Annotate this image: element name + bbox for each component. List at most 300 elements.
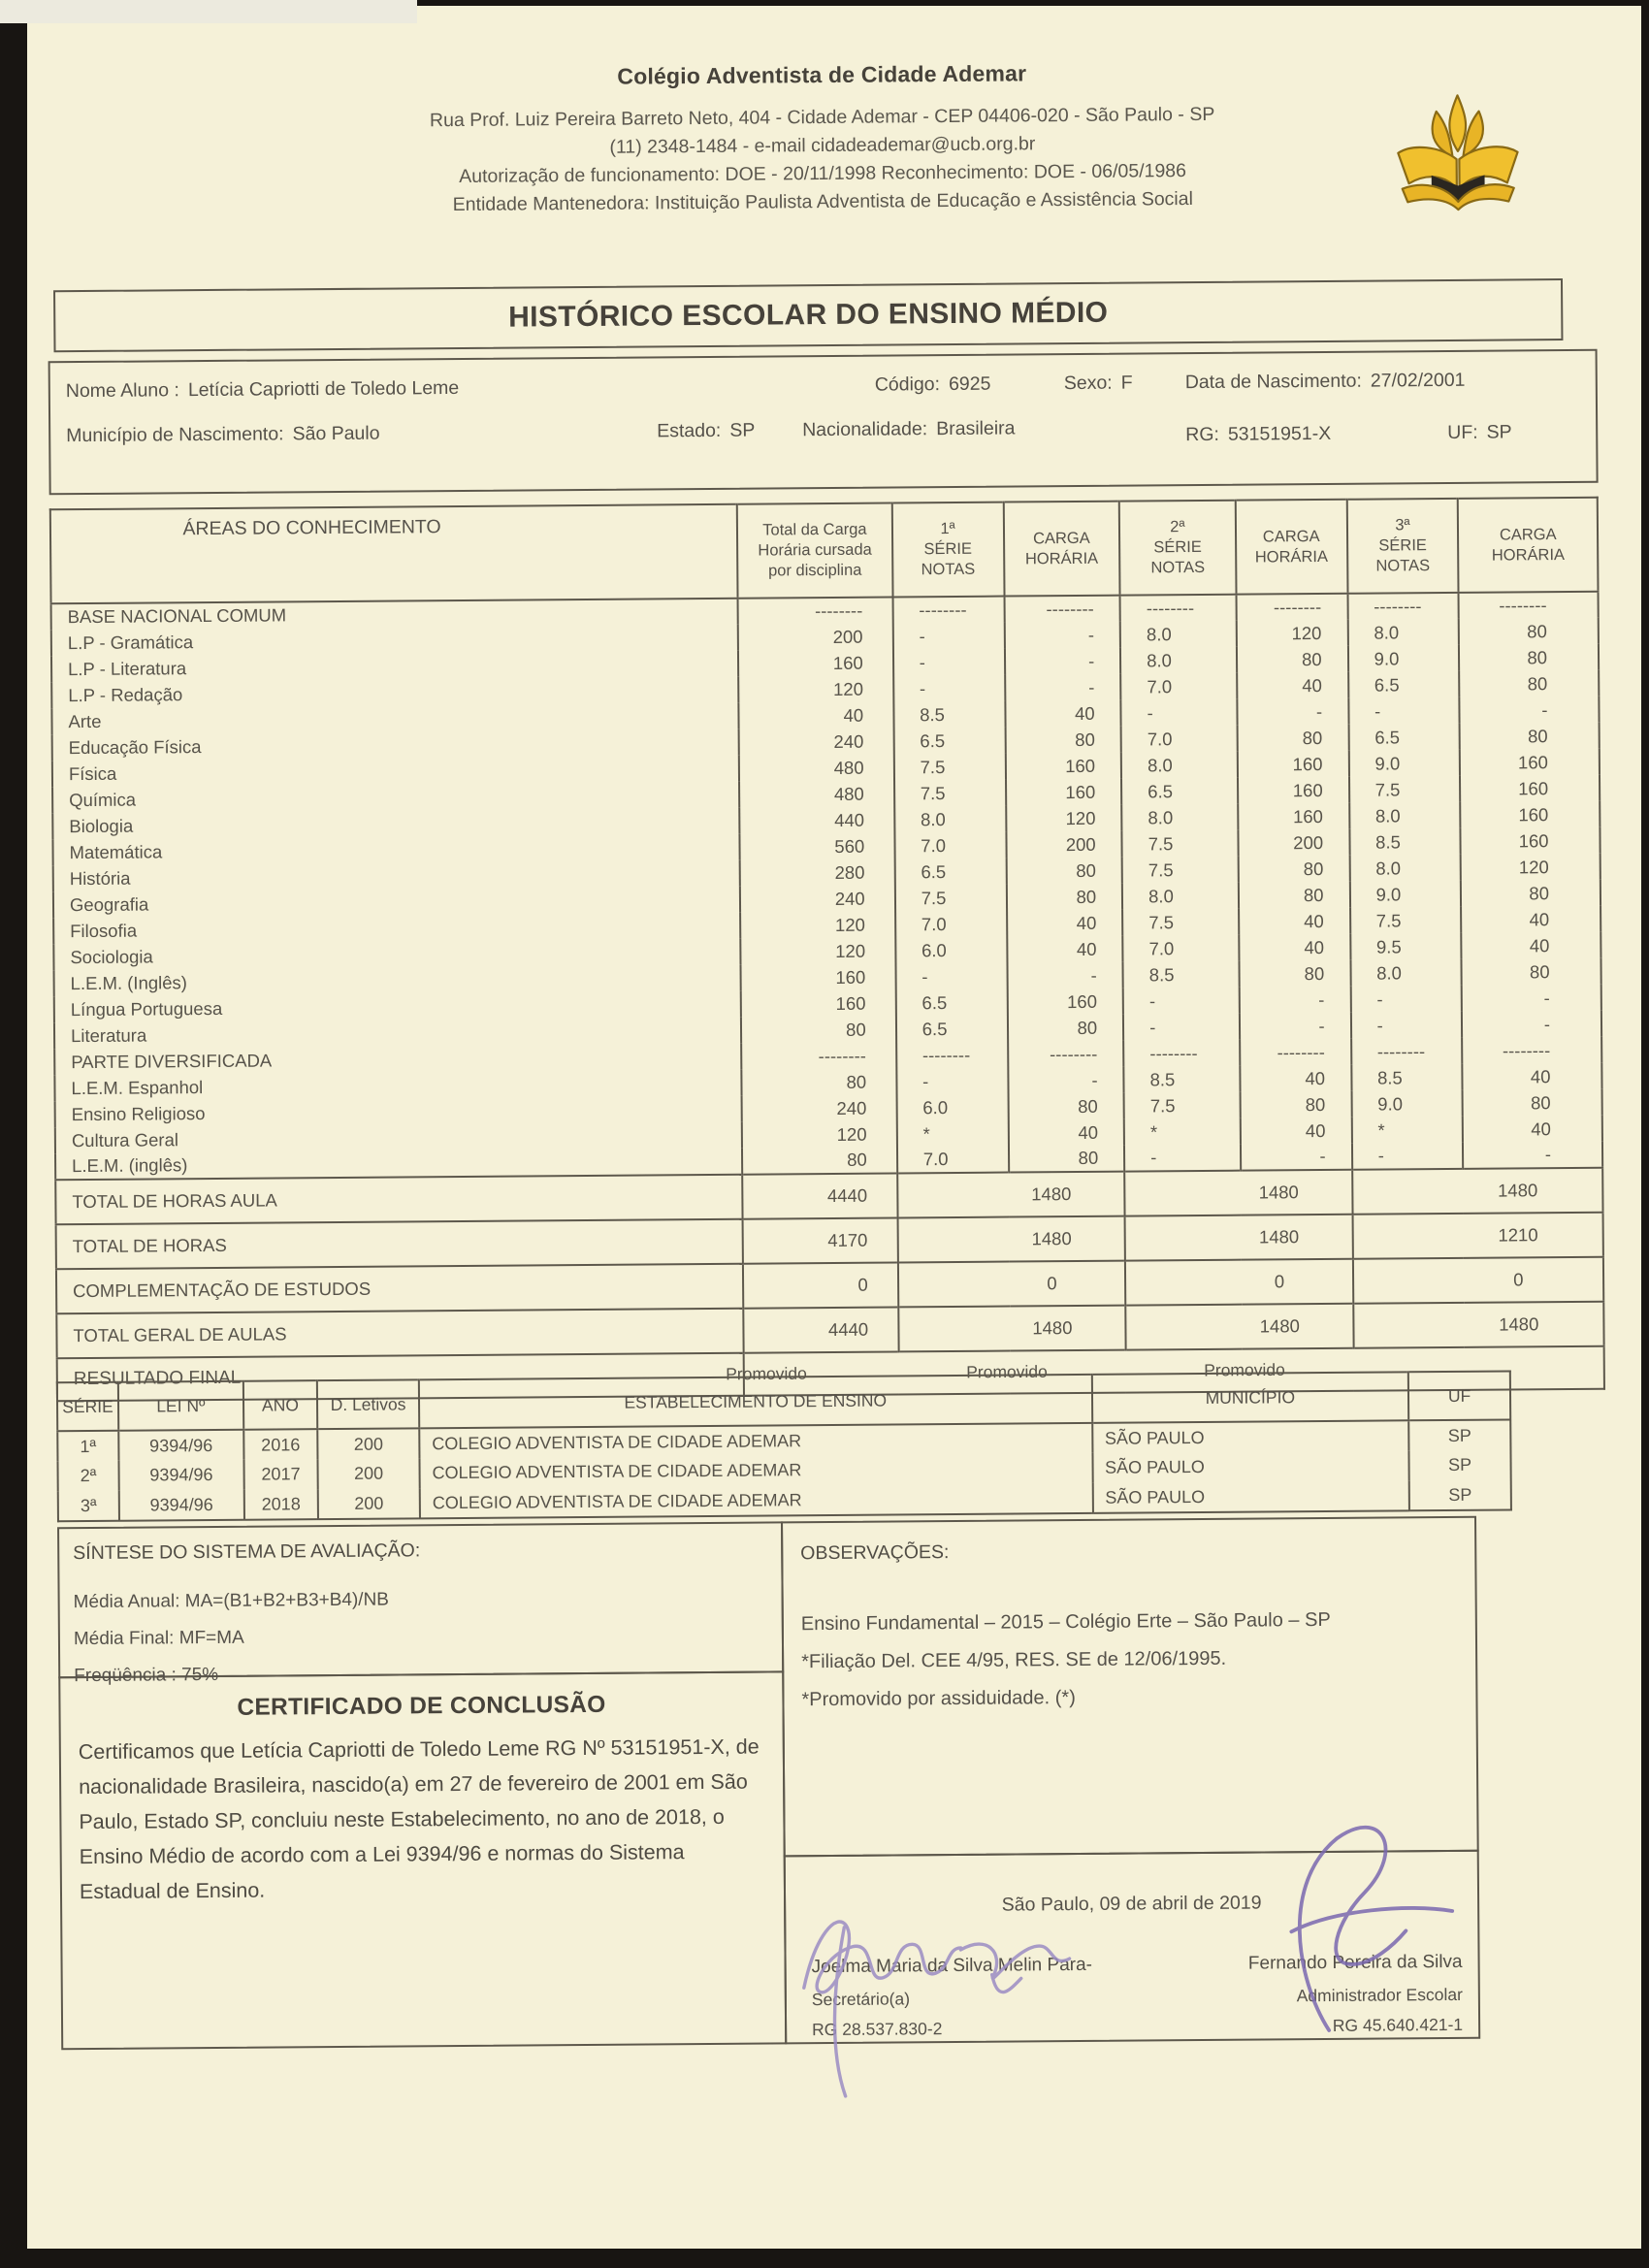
total-row-serie3: 1480 [1353, 1302, 1604, 1348]
document-title-box [53, 278, 1563, 352]
final-result-serie2: Promovido [966, 1361, 1048, 1382]
bottom-right-column [781, 1516, 1480, 2045]
municipio-cell: SÃO PAULO [1092, 1450, 1409, 1483]
total-hours-cell: -------- [741, 1042, 896, 1069]
grade-serie2-cell: * [1124, 1118, 1241, 1146]
grade-serie3-cell: - [1350, 986, 1462, 1013]
lei-cell: 9394/96 [118, 1460, 243, 1491]
grade-serie1-cell: 7.5 [895, 885, 1007, 912]
hours-serie3-cell: 160 [1461, 801, 1600, 828]
school-logo-icon [1386, 89, 1529, 212]
grade-serie1-cell: - [893, 649, 1005, 676]
col-header-areas: ÁREAS DO CONHECIMENTO [50, 504, 738, 604]
col-header-municipio: MUNICÍPIO [1091, 1372, 1408, 1423]
col-header-estabelecimento: ESTABELECIMENTO DE ENSINO [419, 1375, 1092, 1428]
total-hours-cell: 560 [740, 832, 895, 859]
lei-cell: 9394/96 [118, 1430, 243, 1461]
total-hours-cell: 440 [739, 806, 894, 833]
hours-serie2-cell: 40 [1237, 672, 1348, 699]
total-row-serie2: 0 [1125, 1259, 1353, 1306]
grade-serie1-cell: 6.5 [896, 1016, 1008, 1043]
school-address: Rua Prof. Luiz Pereira Barreto Neto, 404 - Cidade Ademar - CEP 04406-020 - São Paulo - SP [429, 103, 1215, 132]
total-row-label: TOTAL DE HORAS AULA [72, 1189, 277, 1213]
grade-serie2-cell: 7.5 [1122, 830, 1239, 858]
municipio-cell: SÃO PAULO [1092, 1480, 1409, 1513]
subject-name: L.E.M. Espanhol [71, 1076, 204, 1098]
total-hours-cell: 240 [740, 885, 895, 912]
total-hours-cell: 280 [740, 859, 895, 886]
total-hours-cell: 120 [740, 937, 895, 964]
observations-lines [801, 1601, 1457, 1719]
grades-header-row [50, 498, 1599, 604]
school-maintainer: Entidade Mantenedora: Instituição Paulista Adventista de Educação e Assistência Social [452, 188, 1193, 216]
school-name: Colégio Adventista de Cidade Ademar [617, 60, 1027, 89]
col-header-dias-letivos: D. Letivos [317, 1379, 419, 1429]
subject-name: L.E.M. (inglês) [72, 1154, 188, 1177]
total-row-overall: 4440 [742, 1173, 897, 1218]
total-row-label: TOTAL DE HORAS [72, 1234, 227, 1257]
grade-serie2-cell: 7.5 [1122, 909, 1239, 936]
student-state-value: SP [729, 419, 756, 441]
total-hours-cell: 120 [740, 911, 895, 938]
document-title: HISTÓRICO ESCOLAR DO ENSINO MÉDIO [507, 296, 1109, 334]
student-birth-label: Data de Nascimento: [1184, 370, 1362, 394]
total-row-serie3: 1210 [1352, 1213, 1603, 1259]
col-header-serie3-carga: CARGA HORÁRIA [1458, 498, 1598, 593]
student-code-label: Código: [874, 373, 941, 396]
subject-name: História [69, 867, 131, 889]
total-hours-cell: 120 [738, 675, 893, 702]
grade-serie1-cell: -------- [892, 597, 1004, 624]
hours-serie2-cell: 80 [1238, 856, 1349, 883]
estabelecimento-cell: COLEGIO ADVENTISTA DE CIDADE ADEMAR [420, 1483, 1093, 1518]
hours-serie2-cell: 40 [1239, 908, 1350, 935]
col-header-serie3-notas: 3ª SÉRIE NOTAS [1346, 499, 1459, 594]
col-header-serie2-notas: 2ª SÉRIE NOTAS [1119, 501, 1236, 596]
grade-serie2-cell: 8.5 [1123, 961, 1240, 988]
ano-cell: 2018 [243, 1489, 318, 1520]
hours-serie3-cell: 80 [1459, 618, 1599, 645]
grades-table [49, 497, 1605, 1403]
grade-serie2-cell: -------- [1123, 1040, 1240, 1067]
grade-serie1-cell: * [896, 1120, 1008, 1148]
student-name-label: Nome Aluno : [65, 379, 179, 403]
document-page [27, 6, 1641, 2249]
grade-serie1-cell: 7.0 [894, 832, 1006, 859]
grades-table-body [51, 592, 1603, 1181]
grade-serie3-cell: -------- [1347, 593, 1459, 620]
signature-row [787, 1952, 1479, 2041]
col-header-serie1-carga: CARGA HORÁRIA [1003, 502, 1119, 597]
total-row-serie1: 1480 [897, 1216, 1125, 1263]
subject-name: Ensino Religioso [71, 1102, 206, 1124]
student-code-field [875, 373, 991, 397]
subject-name: Cultura Geral [71, 1128, 178, 1150]
hours-serie2-cell: 80 [1240, 1091, 1351, 1118]
hours-serie2-cell: -------- [1240, 1039, 1351, 1066]
total-row-label: COMPLEMENTAÇÃO DE ESTUDOS [73, 1278, 372, 1302]
student-name-field [66, 377, 460, 403]
hours-serie3-cell: 40 [1463, 1116, 1602, 1143]
hours-serie3-cell: 40 [1461, 906, 1600, 933]
col-header-serie1-notas: 1ª SÉRIE NOTAS [891, 502, 1004, 598]
col-header-serie2-carga: CARGA HORÁRIA [1236, 500, 1348, 595]
grade-serie2-cell: 7.5 [1122, 857, 1239, 884]
school-header [46, 56, 1599, 223]
hours-serie2-cell: 80 [1237, 725, 1348, 752]
school-contact: (11) 2348-1484 - e-mail cidadeademar@ucb.org.br [609, 133, 1036, 158]
total-hours-cell: 80 [742, 1147, 897, 1174]
hours-serie1-cell: 80 [1007, 1015, 1123, 1042]
hours-serie1-cell: - [1004, 648, 1120, 675]
grade-serie3-cell: 8.5 [1349, 828, 1461, 856]
grade-serie3-cell: - [1348, 697, 1460, 725]
total-hours-cell: 120 [742, 1120, 897, 1148]
hours-serie2-cell: - [1240, 1013, 1351, 1040]
grade-serie2-cell: -------- [1120, 595, 1237, 622]
grade-serie3-cell: * [1351, 1117, 1463, 1144]
hours-serie2-cell: 160 [1238, 777, 1349, 804]
hours-serie2-cell: 40 [1240, 1065, 1351, 1092]
hours-serie1-cell: 80 [1006, 884, 1122, 911]
hours-serie1-cell: 40 [1005, 700, 1121, 728]
hours-serie3-cell: 160 [1460, 775, 1600, 802]
evaluation-line: Freqüência : 75% [74, 1664, 219, 1687]
subject-name: Sociologia [70, 945, 153, 967]
hours-serie1-cell: 160 [1007, 988, 1123, 1016]
schools-table-body [57, 1419, 1511, 1521]
grade-serie2-cell: - [1123, 988, 1240, 1015]
hours-serie1-cell: - [1008, 1067, 1124, 1094]
hours-serie1-cell: 80 [1008, 1146, 1124, 1173]
total-row-overall: 0 [743, 1262, 898, 1308]
grade-serie2-cell: 8.0 [1121, 752, 1238, 779]
page-content [46, 0, 1615, 2254]
grade-serie3-cell: -------- [1351, 1038, 1463, 1065]
total-row-overall: 4440 [743, 1307, 898, 1352]
bottom-section [57, 1516, 1482, 2050]
grade-serie1-cell: - [893, 675, 1005, 702]
grade-serie3-cell: 8.0 [1349, 802, 1461, 829]
total-hours-cell: 160 [741, 989, 896, 1017]
subject-name: Química [69, 789, 137, 810]
hours-serie1-cell: 160 [1005, 753, 1121, 780]
serie-cell: 1ª [80, 1436, 97, 1456]
bottom-left-column [57, 1521, 787, 2050]
grade-serie3-cell: 7.5 [1349, 776, 1461, 803]
grade-serie1-cell: - [896, 1068, 1008, 1095]
total-hours-cell: 200 [738, 623, 893, 650]
student-sex-value: F [1120, 372, 1133, 394]
signature-date: São Paulo, 09 de abril de 2019 [1001, 1892, 1262, 1916]
grade-serie3-cell: 9.0 [1351, 1090, 1463, 1118]
hours-serie2-cell: 40 [1241, 1118, 1352, 1145]
total-row-serie2: 1480 [1125, 1304, 1353, 1350]
grade-serie3-cell: - [1350, 1012, 1462, 1039]
dias-letivos-cell: 200 [318, 1488, 420, 1519]
hours-serie1-cell: 120 [1006, 805, 1122, 832]
total-hours-cell: 240 [739, 728, 894, 755]
administrator-name: Fernando Pereira da Silva [1247, 1951, 1463, 1974]
estabelecimento-cell: COLEGIO ADVENTISTA DE CIDADE ADEMAR [419, 1423, 1092, 1458]
total-row-overall: 4170 [743, 1217, 898, 1263]
grade-serie3-cell: 7.5 [1350, 907, 1462, 934]
grade-serie1-cell: - [892, 623, 1004, 650]
hours-serie1-cell: - [1004, 622, 1120, 649]
student-uf-value: SP [1486, 421, 1512, 443]
evaluation-line: Média Anual: MA=(B1+B2+B3+B4)/NB [73, 1589, 390, 1613]
grade-serie1-cell: 7.5 [894, 780, 1006, 807]
total-row-label: TOTAL GERAL DE AULAS [73, 1323, 287, 1346]
grade-serie3-cell: 8.0 [1349, 855, 1461, 882]
grade-serie2-cell: 8.0 [1121, 804, 1238, 831]
grade-serie3-cell: 9.0 [1348, 750, 1460, 777]
hours-serie3-cell: - [1460, 697, 1600, 724]
uf-cell: SP [1409, 1479, 1511, 1510]
total-hours-cell: 80 [741, 1016, 896, 1043]
ano-cell: 2017 [243, 1459, 318, 1490]
subject-name: Matemática [69, 840, 163, 862]
grade-serie1-cell: 6.0 [895, 937, 1007, 964]
administrator-role: Administrador Escolar [1296, 1984, 1463, 2006]
grade-serie1-cell: 6.5 [893, 728, 1005, 755]
hours-serie2-cell: - [1241, 1144, 1352, 1171]
student-uf-label: UF: [1447, 421, 1478, 443]
subject-name: Literatura [70, 1024, 147, 1046]
secretary-rg: RG 28.537.830-2 [812, 2019, 943, 2040]
evaluation-title: SÍNTESE DO SISTEMA DE AVALIAÇÃO: [73, 1539, 421, 1565]
grade-serie2-cell: 6.5 [1121, 778, 1238, 805]
hours-serie3-cell: - [1462, 985, 1601, 1012]
student-birth-value: 27/02/2001 [1370, 369, 1466, 392]
hours-serie2-cell: 40 [1239, 934, 1350, 961]
grade-serie2-cell: 7.0 [1120, 673, 1237, 700]
grade-serie3-cell: 9.0 [1349, 881, 1461, 908]
final-result-label: RESULTADO FINAL [73, 1367, 242, 1390]
col-header-lei: LEI Nº [118, 1381, 243, 1431]
school-authorization: Autorização de funcionamento: DOE - 20/11/1998 Reconhecimento: DOE - 06/05/1986 [459, 160, 1187, 187]
hours-serie2-cell: - [1239, 987, 1350, 1014]
col-header-total-hours: Total da Carga Horária cursada por disciplina [737, 502, 892, 598]
hours-serie2-cell: 120 [1236, 620, 1347, 647]
hours-serie3-cell: 40 [1462, 932, 1601, 959]
student-rg-label: RG: [1185, 423, 1219, 446]
hours-serie1-cell: 160 [1006, 779, 1122, 806]
subject-name: Biologia [69, 815, 134, 836]
hours-serie1-cell: 40 [1007, 936, 1123, 963]
subject-name: L.P - Literatura [67, 657, 187, 679]
total-hours-cell: 240 [742, 1094, 897, 1121]
subject-name: Educação Física [68, 735, 202, 758]
schools-table [56, 1370, 1512, 1522]
grade-serie1-cell: 6.0 [896, 1094, 1008, 1121]
subject-name: Língua Portuguesa [70, 997, 223, 1020]
hours-serie2-cell: -------- [1236, 594, 1347, 621]
grade-serie3-cell: 8.5 [1351, 1064, 1463, 1091]
evaluation-box [57, 1521, 784, 1687]
student-nationality-field [802, 417, 1015, 441]
total-hours-cell: 80 [742, 1068, 897, 1095]
grade-serie2-cell: - [1124, 1145, 1241, 1172]
certificate-title: CERTIFICADO DE CONCLUSÃO [237, 1691, 606, 1721]
lei-cell: 9394/96 [119, 1490, 244, 1521]
grade-serie3-cell: 9.5 [1350, 933, 1462, 960]
col-header-serie: SÉRIE [57, 1382, 118, 1431]
hours-serie2-cell: 160 [1238, 751, 1349, 778]
dias-letivos-cell: 200 [318, 1458, 420, 1489]
secretary-role: Secretário(a) [811, 1989, 911, 2010]
hours-serie2-cell: - [1237, 698, 1348, 726]
hours-serie1-cell: 80 [1005, 727, 1121, 754]
certificate-box [58, 1670, 787, 2050]
observations-line: *Filiação Del. CEE 4/95, RES. SE de 12/06/1995. [801, 1647, 1227, 1673]
grade-serie1-cell: 6.5 [894, 859, 1006, 886]
student-city-label: Município de Nascimento: [66, 423, 284, 447]
grade-serie3-cell: 8.0 [1350, 959, 1462, 987]
total-row-serie2: 1480 [1124, 1170, 1352, 1216]
subject-name: PARTE DIVERSIFICADA [71, 1050, 273, 1072]
municipio-cell: SÃO PAULO [1092, 1420, 1409, 1453]
observations-box [781, 1516, 1479, 1858]
total-row-serie2: 1480 [1125, 1215, 1353, 1261]
grade-serie1-cell: 7.5 [893, 754, 1005, 781]
hours-serie1-cell: - [1005, 674, 1121, 701]
hours-serie2-cell: 80 [1239, 960, 1350, 988]
dias-letivos-cell: 200 [317, 1428, 419, 1459]
student-rg-field [1185, 423, 1331, 446]
hours-serie3-cell: -------- [1459, 592, 1599, 619]
subject-name: Geografia [69, 893, 149, 915]
ano-cell: 2016 [243, 1429, 318, 1460]
subject-name: Filosofia [70, 920, 138, 941]
total-row-serie1: 0 [898, 1261, 1126, 1308]
uf-cell: SP [1409, 1449, 1511, 1480]
student-name-value: Letícia Capriotti de Toledo Leme [187, 376, 460, 402]
final-result-serie1: Promovido [726, 1363, 807, 1384]
serie-cell: 2ª [80, 1465, 97, 1486]
observations-title: OBSERVAÇÕES: [800, 1541, 950, 1565]
hours-serie3-cell: 120 [1461, 854, 1600, 881]
grade-serie2-cell: 7.0 [1122, 935, 1239, 962]
secretary-signature-block [812, 1955, 1093, 2040]
hours-serie2-cell: 200 [1238, 829, 1349, 857]
secretary-name: Joelma Maria da Silva Melin Para- [811, 1954, 1093, 1978]
hours-serie1-cell: 80 [1006, 858, 1122, 885]
administrator-rg: RG 45.640.421-1 [1332, 2014, 1464, 2035]
grade-serie2-cell: 8.0 [1120, 621, 1237, 648]
grade-serie3-cell: 6.5 [1348, 724, 1460, 751]
grade-serie2-cell: - [1123, 1014, 1240, 1041]
hours-serie1-cell: 40 [1008, 1119, 1124, 1147]
hours-serie1-cell: 80 [1008, 1093, 1124, 1120]
subject-name: BASE NACIONAL COMUM [67, 604, 287, 628]
student-birth-field [1185, 370, 1466, 394]
grade-serie2-cell: 8.5 [1123, 1066, 1240, 1093]
student-nationality-value: Brasileira [936, 417, 1016, 440]
hours-serie1-cell: - [1007, 962, 1123, 989]
total-hours-cell: 160 [741, 963, 896, 990]
total-row-serie1: 1480 [898, 1306, 1126, 1352]
grade-serie3-cell: 6.5 [1348, 671, 1460, 698]
grade-serie1-cell: - [895, 963, 1007, 990]
hours-serie3-cell: 80 [1459, 644, 1599, 671]
certificate-body: Certificamos que Letícia Capriotti de Toledo Leme RG Nº 53151951-X, de nacionalidade Brasileira, nascido(a) em 27 de fevereiro de 2001 em São Paulo, Estado SP, concluiu neste Estabelecimento, no ano de 2018, o Ensino Médio de acordo com a Lei 9394/96 e normas do Sistema Estadual de Ensino. [78, 1734, 760, 1904]
student-state-field [657, 420, 755, 443]
grade-serie2-cell: 8.0 [1122, 883, 1239, 910]
hours-serie3-cell: 80 [1460, 670, 1600, 697]
grade-serie3-cell: - [1352, 1143, 1464, 1170]
col-header-uf: UF [1408, 1371, 1510, 1420]
grade-serie1-cell: 7.0 [897, 1147, 1009, 1174]
total-hours-cell: -------- [738, 597, 893, 624]
student-sex-field [1064, 373, 1133, 396]
hours-serie3-cell: 80 [1461, 880, 1600, 907]
subject-name: L.P - Gramática [67, 631, 194, 653]
grade-serie2-cell: 7.0 [1121, 726, 1238, 753]
hours-serie3-cell: - [1462, 1011, 1601, 1038]
student-code-value: 6925 [948, 373, 991, 396]
total-row-serie3: 0 [1352, 1257, 1603, 1304]
signature-box [784, 1850, 1481, 2045]
grade-serie2-cell: - [1121, 699, 1238, 727]
total-hours-cell: 480 [739, 780, 894, 807]
hours-serie3-cell: 80 [1462, 958, 1601, 986]
total-hours-cell: 480 [739, 754, 894, 781]
estabelecimento-cell: COLEGIO ADVENTISTA DE CIDADE ADEMAR [419, 1453, 1092, 1488]
grade-serie1-cell: 6.5 [895, 989, 1007, 1017]
grade-serie1-cell: 7.0 [895, 911, 1007, 938]
subject-name: Arte [68, 710, 102, 731]
serie-cell: 3ª [80, 1495, 97, 1515]
final-result-serie3: Promovido [1204, 1359, 1285, 1380]
hours-serie3-cell: 160 [1461, 827, 1600, 855]
grade-serie1-cell: 8.0 [894, 806, 1006, 833]
student-nationality-label: Nacionalidade: [802, 418, 928, 441]
hours-serie3-cell: 40 [1463, 1063, 1602, 1090]
hours-serie3-cell: 160 [1460, 749, 1600, 776]
total-hours-cell: 40 [739, 701, 894, 729]
student-rg-value: 53151951-X [1227, 422, 1332, 445]
subject-name: L.E.M. (Inglês) [70, 971, 187, 993]
grades-totals-body [55, 1168, 1603, 1359]
total-row-serie1: 1480 [897, 1172, 1125, 1218]
uf-cell: SP [1408, 1419, 1510, 1450]
observations-line: *Promovido por assiduidade. (*) [801, 1687, 1076, 1711]
hours-serie1-cell: -------- [1004, 596, 1120, 623]
subject-name: L.P - Redação [68, 683, 183, 705]
grade-serie3-cell: 9.0 [1348, 645, 1460, 672]
observations-line: Ensino Fundamental – 2015 – Colégio Erte – São Paulo – SP [800, 1608, 1331, 1636]
total-hours-cell: 160 [738, 649, 893, 676]
grade-serie3-cell: 8.0 [1347, 619, 1459, 646]
student-city-value: São Paulo [292, 422, 380, 445]
student-uf-field [1447, 421, 1512, 444]
hours-serie1-cell: -------- [1008, 1041, 1124, 1068]
grade-serie1-cell: 8.5 [893, 701, 1005, 729]
student-info-box [48, 349, 1599, 496]
grade-serie2-cell: 7.5 [1124, 1092, 1241, 1119]
student-city-field [66, 423, 380, 448]
student-state-label: Estado: [657, 419, 722, 442]
hours-serie2-cell: 80 [1237, 646, 1348, 673]
student-sex-label: Sexo: [1063, 372, 1113, 395]
hours-serie3-cell: 80 [1460, 723, 1600, 750]
hours-serie2-cell: 160 [1238, 803, 1349, 830]
hours-serie2-cell: 80 [1239, 882, 1350, 909]
hours-serie3-cell: - [1463, 1142, 1602, 1169]
evaluation-line: Média Final: MF=MA [73, 1627, 244, 1650]
grade-serie2-cell: 8.0 [1120, 647, 1237, 674]
